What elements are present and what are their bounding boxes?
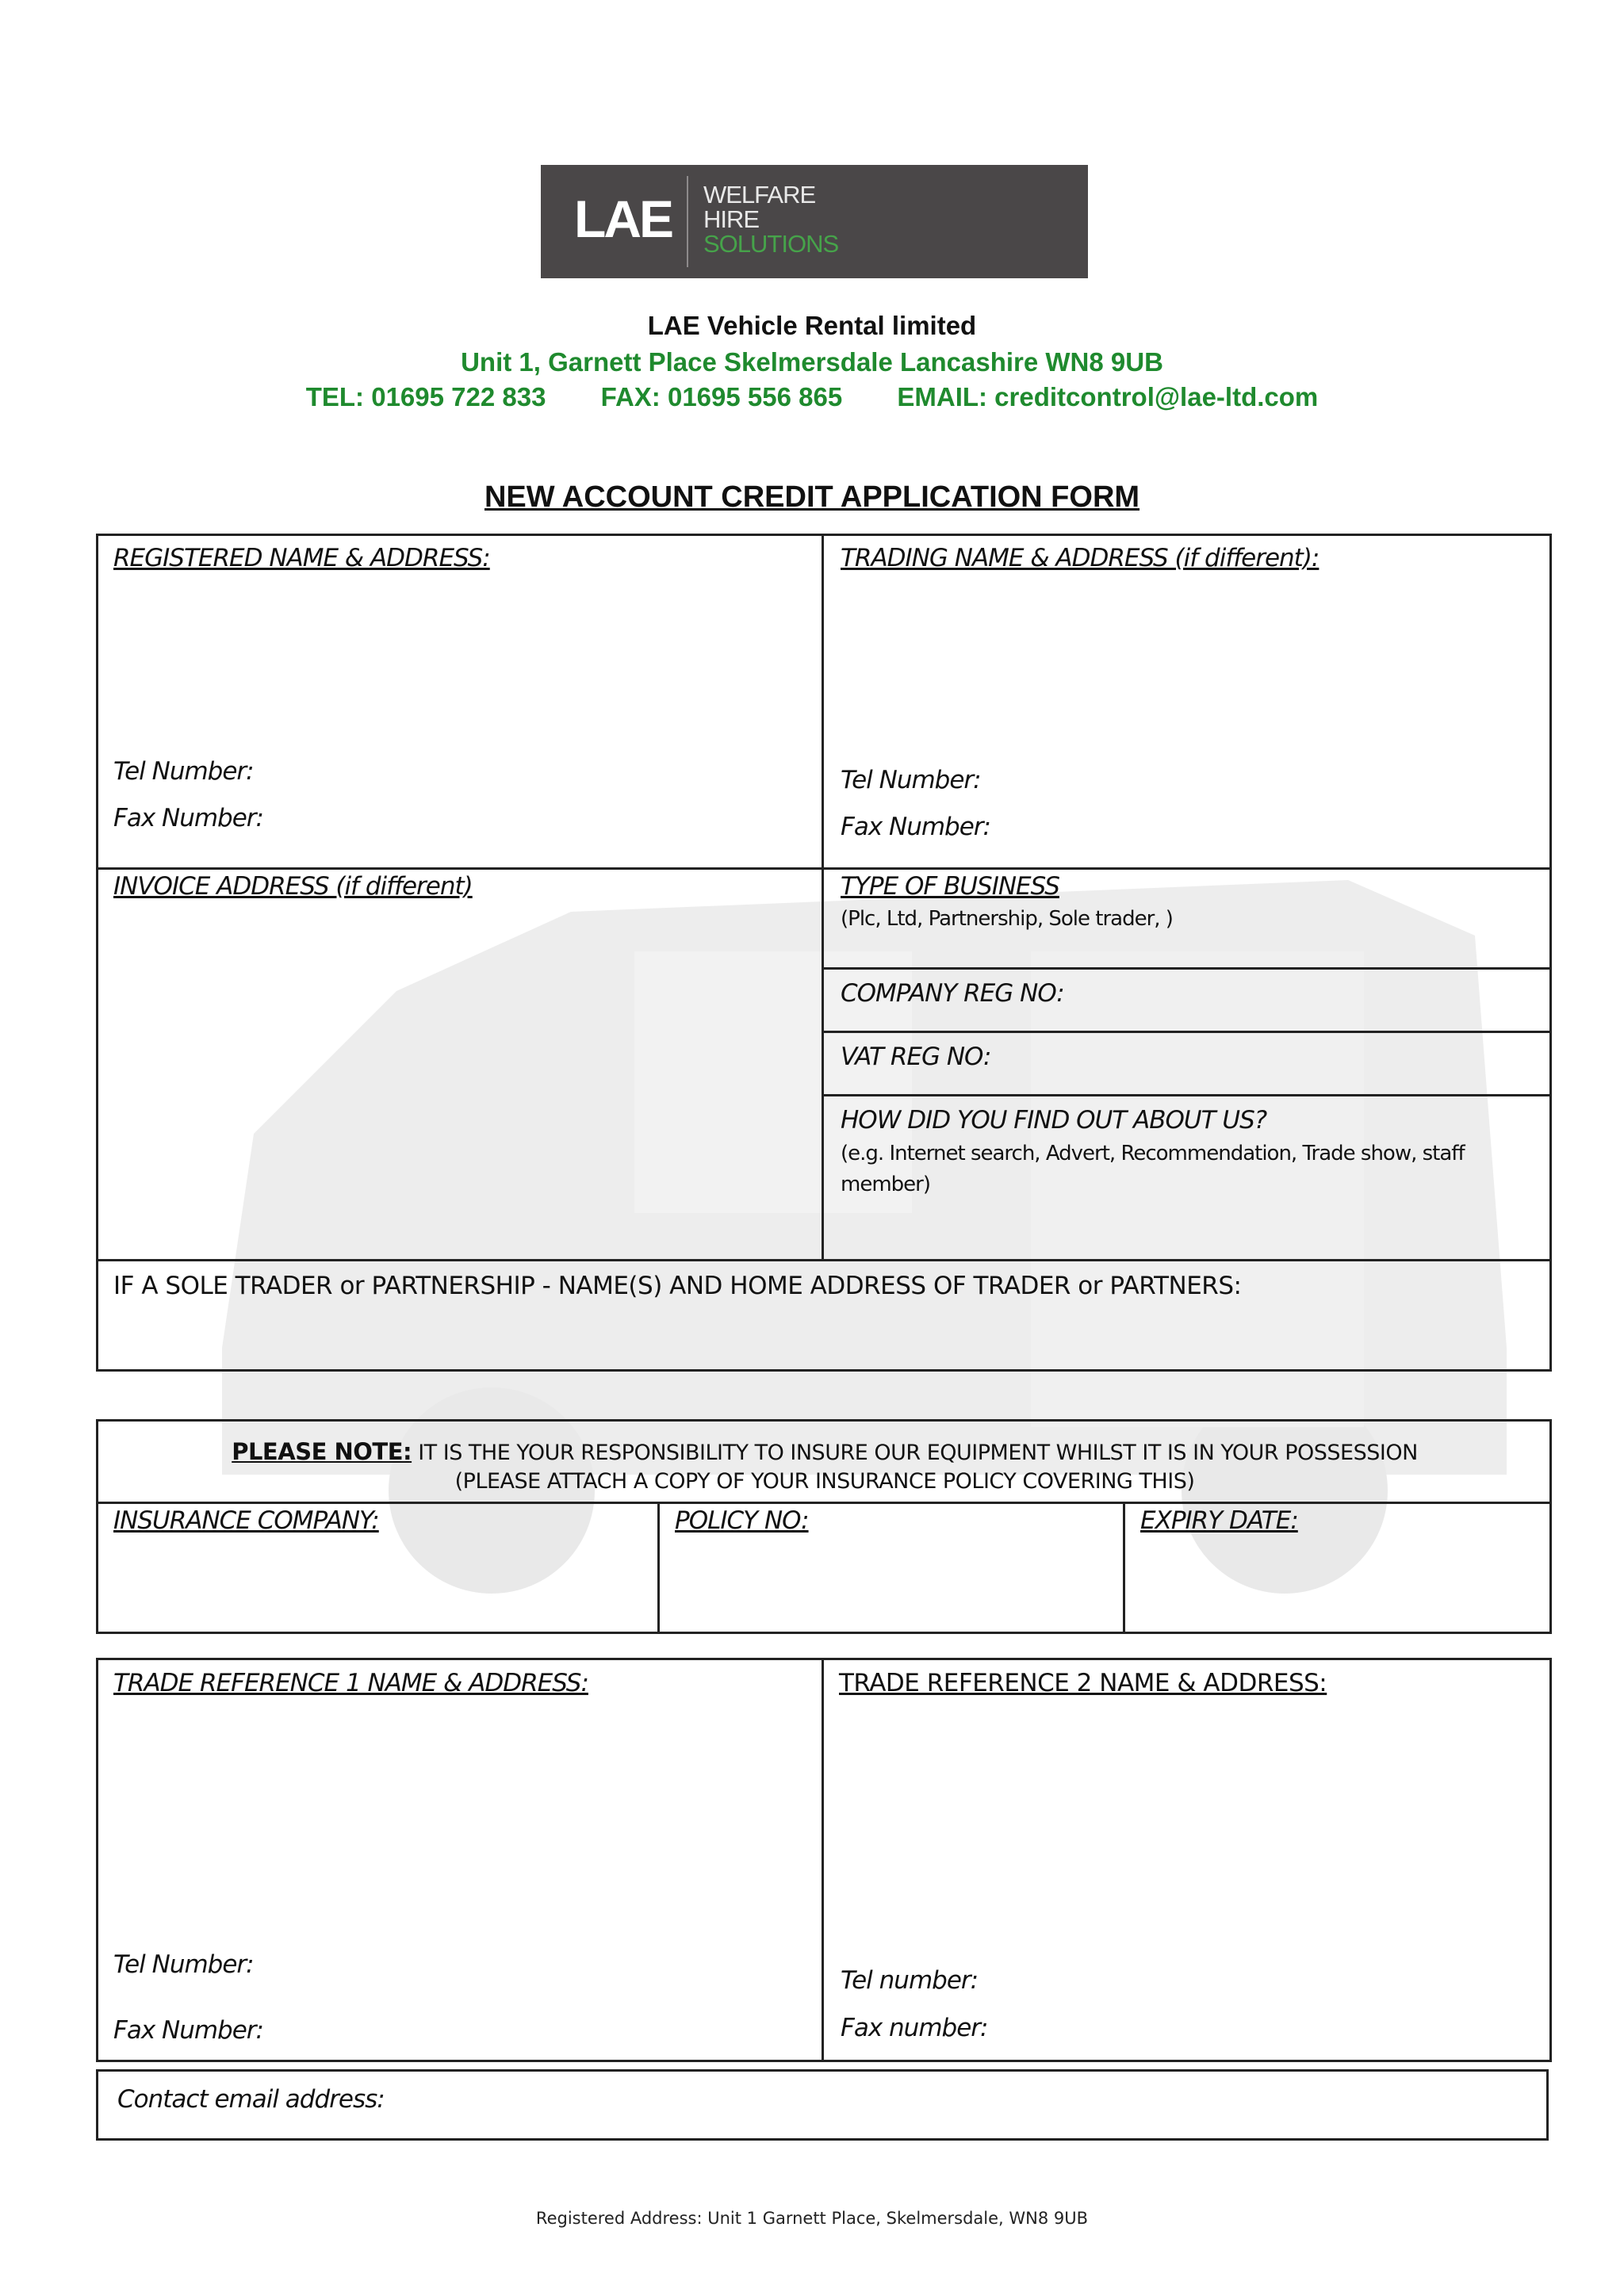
company-reg-label[interactable]: COMPANY REG NO:	[841, 979, 1064, 1008]
table-divider	[822, 1658, 824, 2062]
table-divider	[822, 967, 1552, 970]
type-of-business-label[interactable]: TYPE OF BUSINESS	[841, 872, 1059, 901]
table-divider	[1123, 1502, 1125, 1634]
trade-ref-2-label[interactable]: TRADE REFERENCE 2 NAME & ADDRESS:	[839, 1669, 1327, 1697]
insurance-note-line-2: (PLEASE ATTACH A COPY OF YOUR INSURANCE POLICY COVERING THIS)	[454, 1469, 1195, 1494]
company-contacts	[0, 382, 1624, 412]
ref1-tel-label[interactable]: Tel Number:	[113, 1950, 254, 1979]
form-title: NEW ACCOUNT CREDIT APPLICATION FORM	[484, 480, 1140, 514]
logo-mark: LAE	[574, 189, 672, 248]
note-bold: PLEASE NOTE:	[232, 1438, 412, 1465]
trading-tel-label[interactable]: Tel Number:	[841, 766, 981, 794]
ref2-tel-label[interactable]: Tel number:	[841, 1966, 979, 1995]
company-name: LAE Vehicle Rental limited	[647, 311, 977, 340]
vat-reg-label[interactable]: VAT REG NO:	[841, 1043, 991, 1071]
note-text: IT IS THE YOUR RESPONSIBILITY TO INSURE OUR EQUIPMENT WHILST IT IS IN YOUR POSSESSION	[412, 1441, 1418, 1465]
logo-separator	[687, 176, 688, 267]
trade-references-table	[96, 1658, 1552, 2062]
table-divider	[96, 1259, 1552, 1261]
contact-email-label: Contact email address:	[117, 2085, 385, 2114]
trade-ref-1-label[interactable]: TRADE REFERENCE 1 NAME & ADDRESS:	[113, 1669, 588, 1697]
table-divider	[96, 867, 1552, 870]
logo-line-1: WELFARE	[703, 181, 816, 209]
applicant-details-table	[96, 534, 1552, 1372]
table-divider	[822, 1031, 1552, 1033]
company-email: EMAIL: creditcontrol@lae-ltd.com	[897, 382, 1319, 411]
table-divider	[96, 1502, 1552, 1504]
table-divider	[822, 534, 824, 1261]
type-of-business-hint: (Plc, Ltd, Partnership, Sole trader, )	[841, 907, 1173, 931]
page-footer: Registered Address: Unit 1 Garnett Place, Skelmersdale, WN8 9UB	[535, 2209, 1089, 2228]
how-find-hint-2: member)	[841, 1173, 930, 1196]
ref2-fax-label[interactable]: Fax number:	[841, 2014, 988, 2042]
how-find-label[interactable]: HOW DID YOU FIND OUT ABOUT US?	[841, 1106, 1267, 1135]
company-address: Unit 1, Garnett Place Skelmersdale Lancashire WN8 9UB	[461, 347, 1163, 377]
ref1-fax-label[interactable]: Fax Number:	[113, 2016, 264, 2045]
invoice-address-label[interactable]: INVOICE ADDRESS (if different)	[113, 872, 473, 901]
expiry-date-label[interactable]: EXPIRY DATE:	[1140, 1506, 1298, 1535]
table-divider	[822, 1094, 1552, 1096]
company-fax: FAX: 01695 556 865	[600, 382, 843, 411]
how-find-hint-1: (e.g. Internet search, Advert, Recommendation, Trade show, staff	[841, 1142, 1465, 1165]
table-divider	[657, 1502, 660, 1634]
registered-fax-label[interactable]: Fax Number:	[113, 804, 264, 832]
logo-line-3: SOLUTIONS	[703, 230, 839, 258]
logo-text	[703, 182, 838, 256]
registered-tel-label[interactable]: Tel Number:	[113, 757, 254, 786]
sole-trader-label[interactable]: IF A SOLE TRADER or PARTNERSHIP - NAME(S) AND HOME ADDRESS OF TRADER or PARTNERS:	[113, 1272, 1242, 1300]
trading-fax-label[interactable]: Fax Number:	[841, 813, 991, 841]
insurance-company-label[interactable]: INSURANCE COMPANY:	[113, 1506, 379, 1535]
registered-name-label[interactable]: REGISTERED NAME & ADDRESS:	[113, 544, 490, 572]
trading-name-label[interactable]: TRADING NAME & ADDRESS (if different):	[841, 544, 1320, 572]
logo-line-2: HIRE	[703, 205, 760, 233]
company-logo	[541, 165, 1088, 278]
insurance-note	[98, 1438, 1551, 1465]
policy-no-label[interactable]: POLICY NO:	[675, 1506, 809, 1535]
company-tel: TEL: 01695 722 833	[305, 382, 546, 411]
